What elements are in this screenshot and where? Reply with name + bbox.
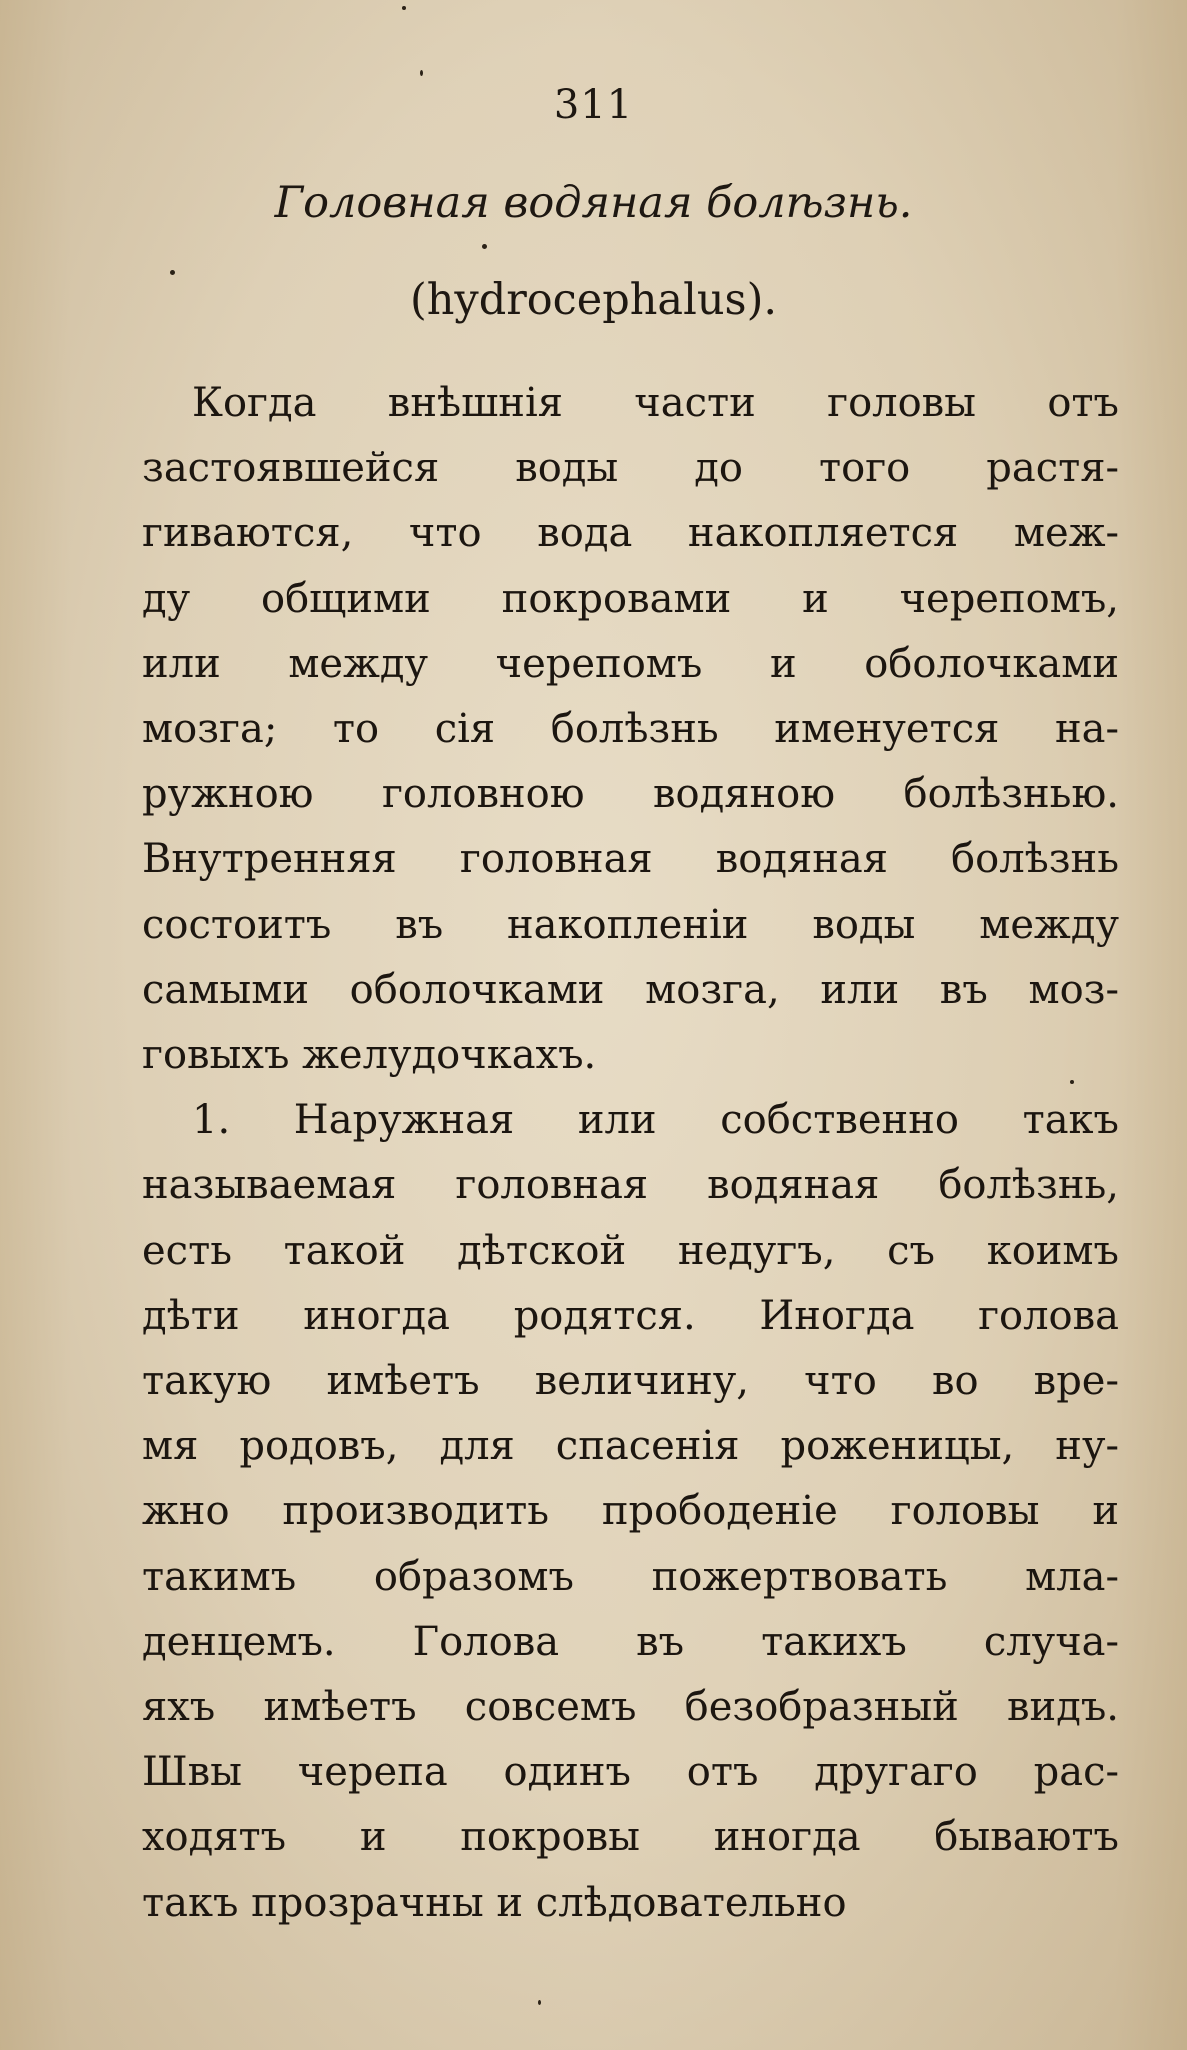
ink-speck <box>482 244 487 249</box>
ink-speck <box>402 6 406 10</box>
text-line: говыхъ желудочкахъ. <box>142 1032 597 1078</box>
text-line: 1. Наружная или собственно такъ <box>192 1097 1119 1144</box>
text-line: такъ прозрачны и слѣдовательно <box>142 1879 847 1926</box>
text-line: мя родовъ, для спасенія роженицы, ну- <box>142 1423 1119 1470</box>
text-line: Швы черепа одинъ отъ другаго рас- <box>142 1749 1119 1796</box>
text-line: денцемъ. Голова въ такихъ случа- <box>142 1618 1119 1665</box>
text-line: ду общими покровами и черепомъ, <box>142 575 1119 622</box>
text-line: ходятъ и покровы иногда бываютъ <box>142 1814 1119 1861</box>
text-line: застоявшейся воды до того растя- <box>142 445 1119 492</box>
text-line: гиваются, что вода накопляется меж- <box>142 510 1119 557</box>
section-latin-term: (hydrocephalus). <box>409 275 778 325</box>
text-line: Когда внѣшнія части головы отъ <box>192 380 1119 426</box>
text-line: яхъ имѣетъ совсемъ безобразный видъ. <box>142 1684 1119 1730</box>
text-line: жно производить прободеніе головы и <box>142 1488 1119 1535</box>
ink-speck <box>420 70 423 76</box>
text-line: самыми оболочками мозга, или въ моз- <box>142 966 1119 1013</box>
text-line: такую имѣетъ величину, что во вре- <box>142 1358 1119 1404</box>
page-number: 311 <box>553 82 634 128</box>
text-line: есть такой дѣтской недугъ, съ коимъ <box>142 1227 1119 1274</box>
text-line: называемая головная водяная болѣзнь, <box>142 1162 1119 1209</box>
section-heading: Головная водяная болѣзнь. <box>274 178 913 228</box>
text-line: такимъ образомъ пожертвовать мла- <box>142 1553 1119 1600</box>
text-line: состоитъ въ накопленіи воды между <box>142 901 1119 948</box>
text-line: или между черепомъ и оболочками <box>142 640 1119 687</box>
text-line: ружною головною водяною болѣзнью. <box>142 771 1119 818</box>
text-line: дѣти иногда родятся. Иногда голова <box>142 1292 1119 1339</box>
ink-speck <box>538 2000 541 2005</box>
text-line: мозга; то сія болѣзнь именуется на- <box>142 706 1119 752</box>
ink-speck <box>1070 1080 1074 1084</box>
text-line: Внутренняя головная водяная болѣзнь <box>142 836 1119 883</box>
